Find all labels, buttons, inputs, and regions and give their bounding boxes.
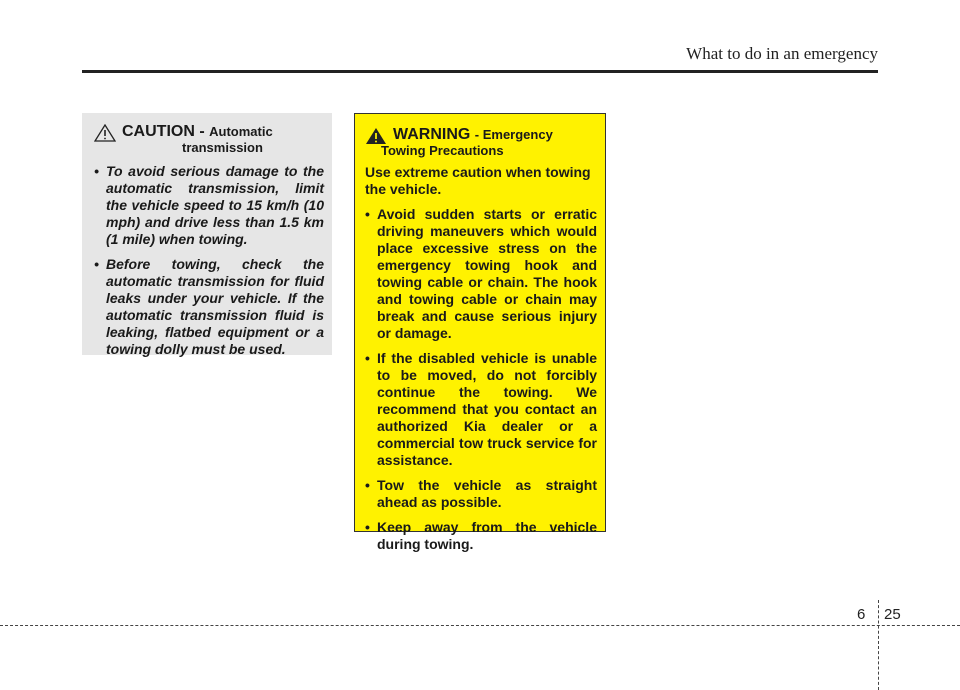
- caution-box: [82, 113, 332, 355]
- header-divider: [82, 70, 878, 73]
- warning-box: [354, 113, 606, 552]
- warning-label: WARNING: [393, 126, 471, 143]
- page-number-separator: [878, 600, 879, 690]
- caution-list: [94, 163, 324, 358]
- caution-item: • Before towing, check the automatic transmission for fluid leaks under your vehicle. If the automatic transmission fluid is leaking, flatbed equipment or a towing dolly must be used.: [94, 256, 324, 358]
- warning-subject-line1: - Emergency: [474, 127, 553, 142]
- warning-item: • Tow the vehicle as straight ahead as possible.: [365, 477, 597, 511]
- warning-item: • Avoid sudden starts or erratic driving maneuvers which would place excessive stress on the emergency towing hook and towing cable or chain. The hook and towing cable or chain may break and cause serious injury or damage.: [365, 206, 597, 342]
- warning-item: • If the disabled vehicle is unable to be moved, do not forcibly continue the towing. We recommend that you contact an authorized Kia dealer or a commercial tow truck service for assistance.: [365, 350, 597, 469]
- page-header-title: What to do in an emergency: [686, 44, 878, 63]
- caution-label: CAUTION -: [122, 123, 205, 140]
- caution-subject-line1: Automatic: [209, 124, 273, 139]
- page-number: 25: [884, 606, 901, 623]
- caution-triangle-icon: [94, 124, 116, 142]
- warning-list: [365, 206, 597, 553]
- caution-subject-line2: transmission: [182, 140, 263, 155]
- warning-item: • Keep away from the vehicle during towing.: [365, 519, 597, 553]
- footer-divider: [0, 625, 960, 626]
- caution-item: • To avoid serious damage to the automatic transmission, limit the vehicle speed to 15 km/h (10 mph) and drive less than 1.5 km (1 mile) when towing.: [94, 163, 324, 248]
- chapter-number: 6: [857, 606, 866, 623]
- warning-intro: Use extreme caution when towing the vehicle.: [365, 164, 591, 197]
- warning-subject-line2: Towing Precautions: [381, 143, 504, 158]
